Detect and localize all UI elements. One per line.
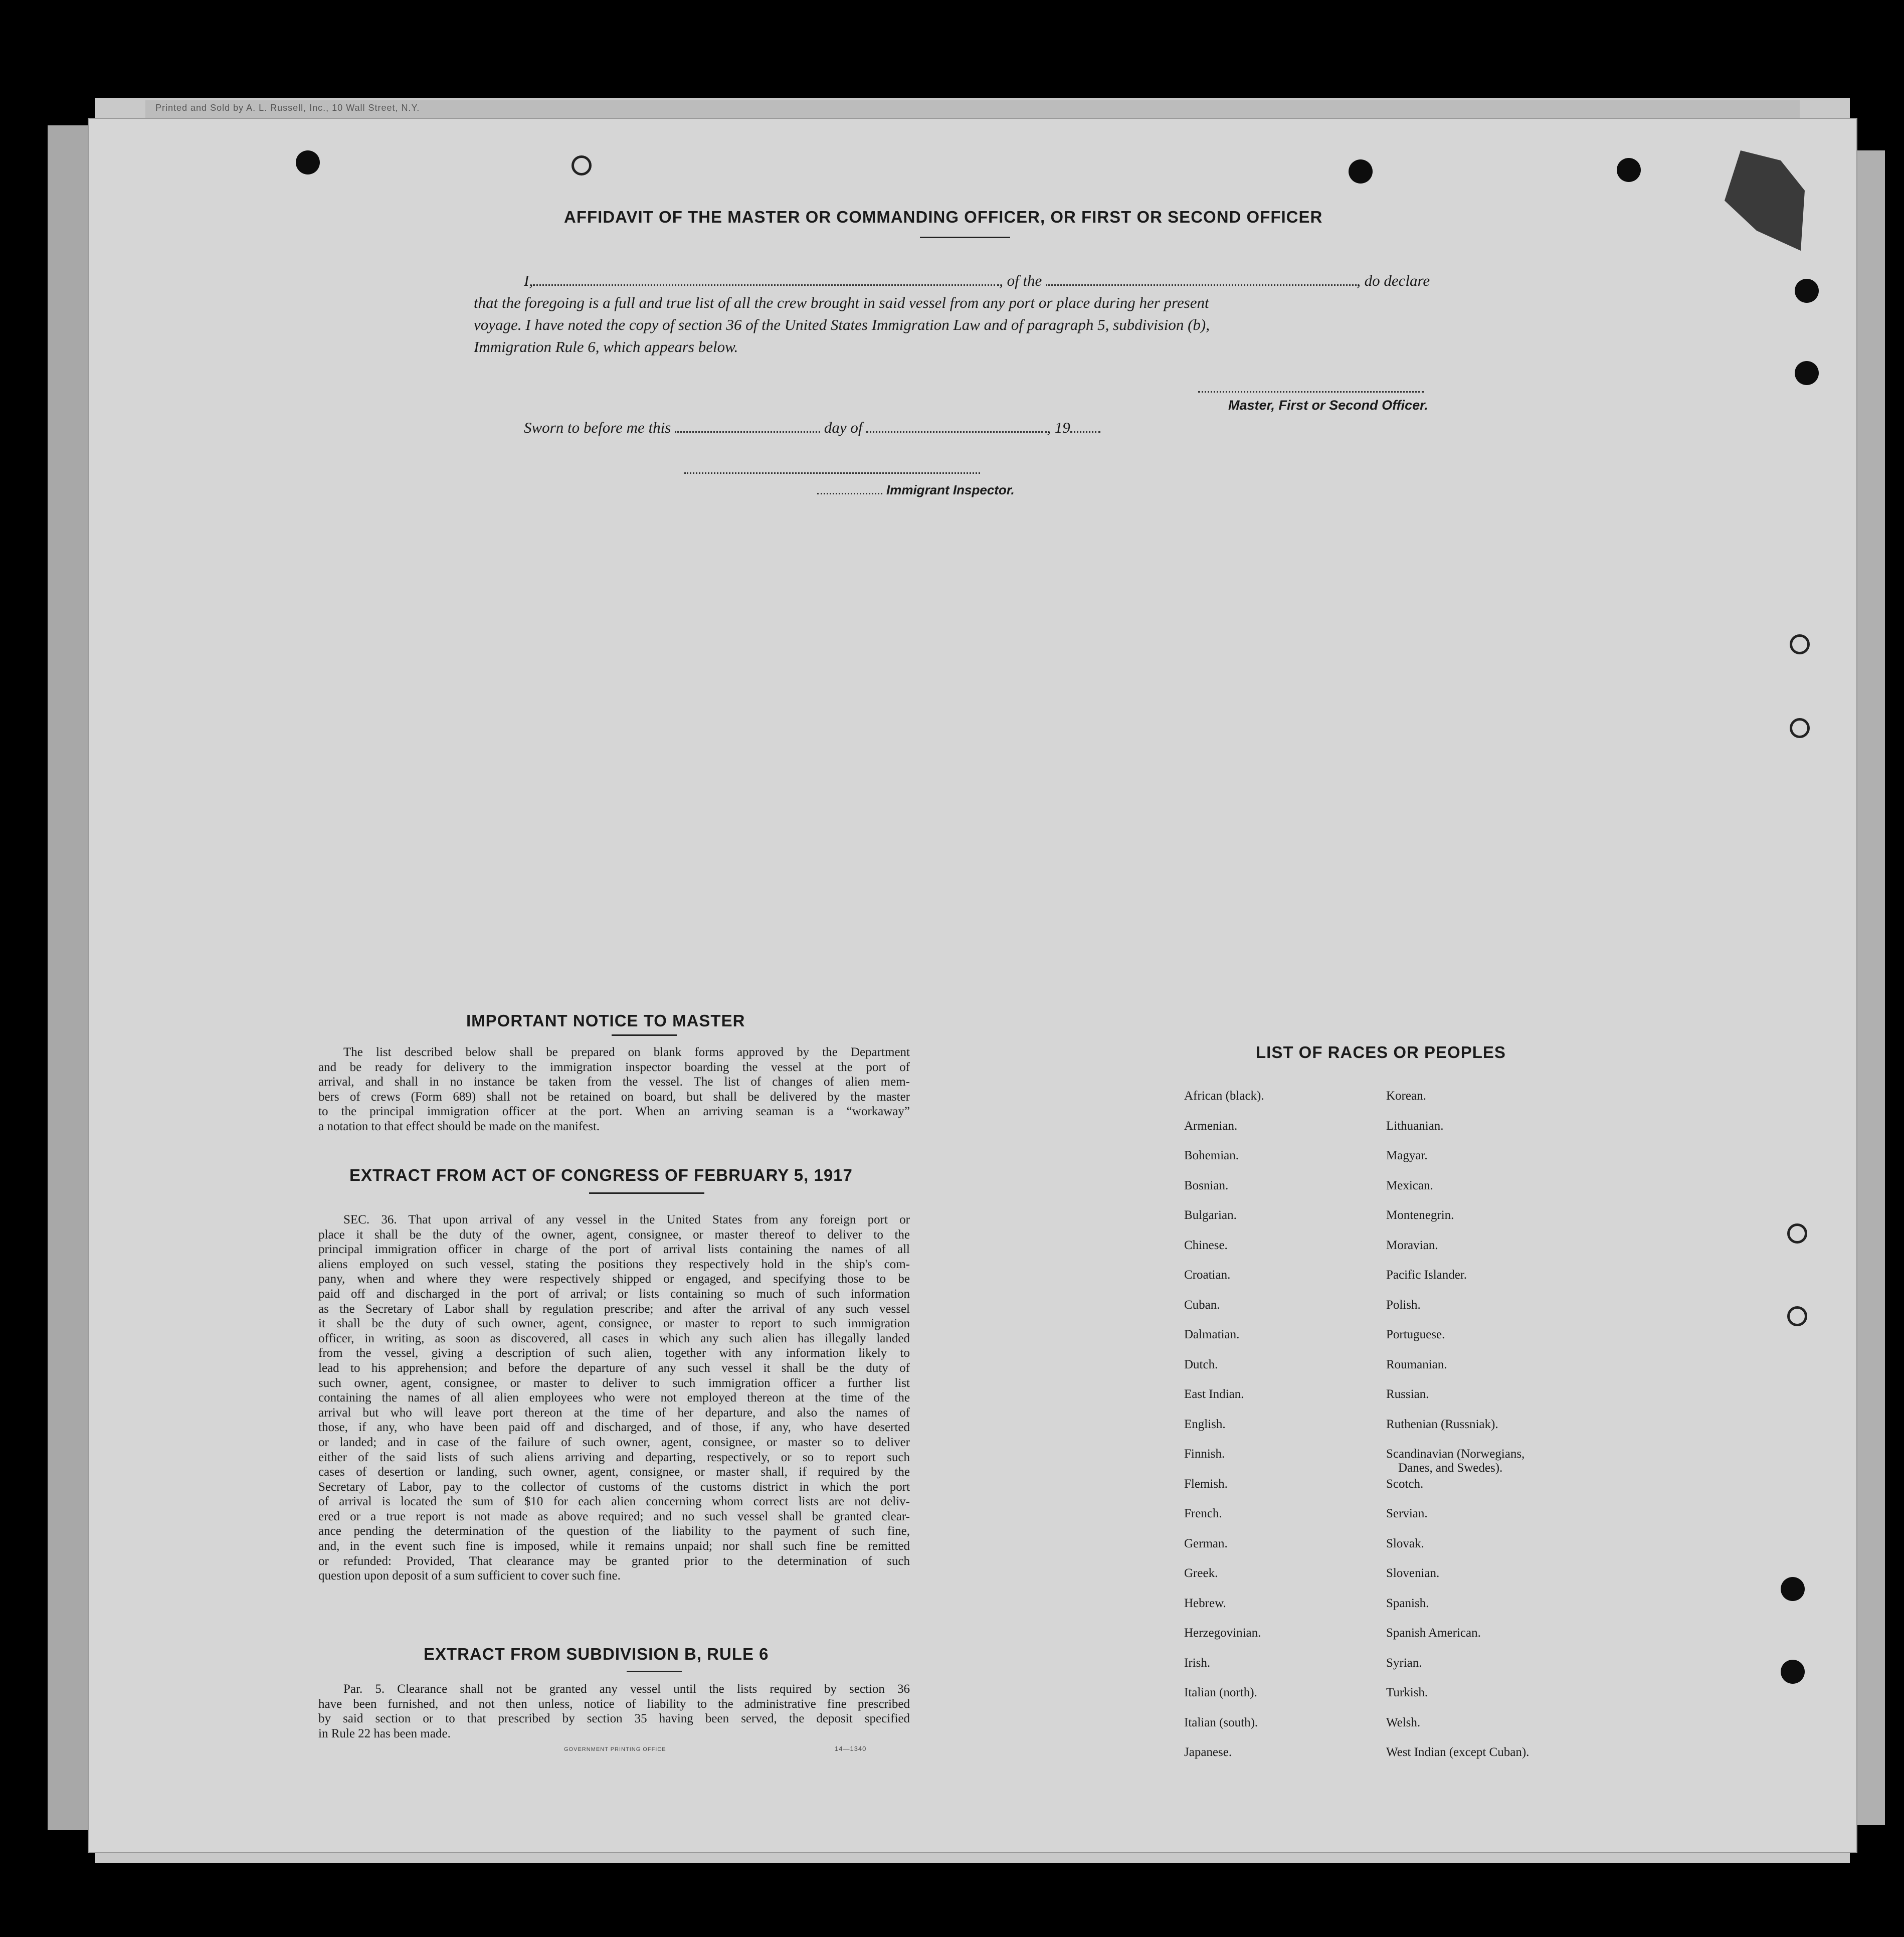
race-item: Bosnian. bbox=[1184, 1178, 1229, 1192]
vessel-blank bbox=[1046, 273, 1357, 286]
text-line: ance pending the determination of the question of the liability to the payment of such fine, bbox=[318, 1524, 910, 1538]
punch-hole bbox=[1617, 158, 1641, 182]
inspector-label: Immigrant Inspector. bbox=[817, 482, 1015, 498]
race-item: Montenegrin. bbox=[1386, 1208, 1454, 1222]
races-title: LIST OF RACES OR PEOPLES bbox=[1256, 1043, 1506, 1062]
sworn-month-blank bbox=[866, 420, 1047, 433]
text-line: Secretary of Labor, pay to the collector of customs of the customs district in which the port bbox=[318, 1480, 910, 1494]
race-item: Russian. bbox=[1386, 1387, 1429, 1401]
notice-title-rule bbox=[612, 1034, 677, 1036]
text-line: it shall be the duty of such owner, agent, consignee, or master to report to such immigration bbox=[318, 1317, 910, 1331]
race-item: German. bbox=[1184, 1536, 1228, 1550]
text-line: have been furnished, and not then unless, notice of liability to the administrative fine prescribed bbox=[318, 1697, 910, 1711]
rule-title: EXTRACT FROM SUBDIVISION B, RULE 6 bbox=[424, 1645, 769, 1663]
race-item: Portuguese. bbox=[1386, 1328, 1445, 1341]
race-item: Magyar. bbox=[1386, 1149, 1428, 1162]
affidavit-title: AFFIDAVIT OF THE MASTER OR COMMANDING OFFICER, OR FIRST OR SECOND OFFICER bbox=[564, 208, 1323, 226]
race-item: Roumanian. bbox=[1386, 1357, 1447, 1371]
punch-hole-ring bbox=[1790, 634, 1810, 654]
declaration-line-3: voyage. I have noted the copy of section 36 of the United States Immigration Law and of paragraph 5, subdivision (b), bbox=[474, 316, 1210, 333]
race-item: Mexican. bbox=[1386, 1178, 1433, 1192]
race-item: Herzegovinian. bbox=[1184, 1626, 1261, 1640]
race-item: Irish. bbox=[1184, 1656, 1211, 1670]
race-item: Polish. bbox=[1386, 1298, 1421, 1312]
printer-imprint: Printed and Sold by A. L. Russell, Inc., 10 Wall Street, N.Y. bbox=[155, 103, 420, 113]
race-item: Slovenian. bbox=[1386, 1566, 1440, 1580]
race-item: Slovak. bbox=[1386, 1536, 1424, 1550]
race-item: Chinese. bbox=[1184, 1238, 1228, 1252]
sworn-day-blank bbox=[675, 420, 820, 433]
text-line: aliens employed on such vessel, stating the positions they respectively hold in the ship's com- bbox=[318, 1257, 910, 1271]
race-item: Dalmatian. bbox=[1184, 1328, 1240, 1341]
race-item: Turkish. bbox=[1386, 1686, 1428, 1699]
punch-hole bbox=[1781, 1577, 1805, 1601]
race-item: Bohemian. bbox=[1184, 1149, 1239, 1162]
race-item: French. bbox=[1184, 1507, 1222, 1520]
declaration-line-1: I, , of the , do declare bbox=[524, 272, 1430, 289]
text-line: bers of crews (Form 689) shall not be retained on board, but shall be delivered by the master bbox=[318, 1090, 910, 1104]
text-line: to the principal immigration officer at the port. When an arriving seaman is a “workaway” bbox=[318, 1105, 910, 1119]
race-item: Pacific Islander. bbox=[1386, 1268, 1467, 1282]
declaration-line-2: that the foregoing is a full and true list of all the crew brought in said vessel from any port or place during her present bbox=[474, 294, 1209, 311]
underlying-page-right-edge bbox=[1857, 150, 1885, 1825]
punch-hole bbox=[1781, 1660, 1805, 1684]
race-item: Croatian. bbox=[1184, 1268, 1231, 1282]
text-line: or landed; and in case of the failure of such owner, agent, consignee, or master so to deliver bbox=[318, 1435, 910, 1449]
text-line: cases of desertion or landing, such owner, agent, consignee, or master shall, if required by the bbox=[318, 1465, 910, 1479]
name-blank bbox=[533, 273, 999, 286]
text-line: The list described below shall be prepared on blank forms approved by the Department bbox=[343, 1045, 910, 1059]
text-line: place it shall be the duty of the owner, agent, consignee, or master thereof to deliver to the bbox=[318, 1227, 910, 1242]
text-line: question upon deposit of a sum sufficient to cover such fine. bbox=[318, 1569, 621, 1583]
act-body bbox=[318, 1212, 910, 1583]
punch-hole bbox=[1795, 361, 1819, 385]
printing-office-imprint: GOVERNMENT PRINTING OFFICE bbox=[564, 1746, 666, 1752]
text-line: pany, when and where they were respectively shipped or engaged, and specifying those to be bbox=[318, 1272, 910, 1286]
rule-title-rule bbox=[627, 1671, 682, 1672]
notice-body bbox=[318, 1045, 910, 1134]
underlying-page-left-edge bbox=[48, 125, 88, 1830]
races-left-column bbox=[1184, 1089, 1264, 1776]
text-line: or refunded: Provided, That clearance may be granted prior to the determination of such bbox=[318, 1554, 910, 1568]
race-item: Lithuanian. bbox=[1386, 1119, 1444, 1133]
officer-signature-line bbox=[1198, 391, 1424, 393]
act-title: EXTRACT FROM ACT OF CONGRESS OF FEBRUARY 5, 1917 bbox=[349, 1166, 853, 1184]
race-item: Ruthenian (Russniak). bbox=[1386, 1417, 1498, 1431]
punch-hole bbox=[296, 150, 320, 174]
race-item: Finnish. bbox=[1184, 1447, 1225, 1461]
text-line: containing the names of all alien employees who were not employed thereon at the time of the bbox=[318, 1391, 910, 1405]
text-line: from the vessel, giving a description of such alien, together with any information likely to bbox=[318, 1346, 910, 1360]
punch-hole-ring bbox=[1790, 718, 1810, 738]
punch-hole-ring bbox=[1787, 1306, 1807, 1326]
race-item: Cuban. bbox=[1184, 1298, 1220, 1312]
race-item: Servian. bbox=[1386, 1507, 1428, 1520]
race-item: Scandinavian (Norwegians, Danes, and Swedes). bbox=[1386, 1447, 1529, 1477]
text-line: lead to his apprehension; and before the departure of any such vessel it shall be the duty of bbox=[318, 1361, 910, 1375]
text-line: principal immigration officer in charge of the port of arrival lists containing the names of all bbox=[318, 1243, 910, 1257]
title-rule bbox=[920, 237, 1010, 238]
notice-title: IMPORTANT NOTICE TO MASTER bbox=[466, 1011, 745, 1030]
text-line: arrival, and shall in no instance be taken from the vessel. The list of changes of alien mem- bbox=[318, 1075, 910, 1089]
punch-hole bbox=[1349, 159, 1373, 184]
text-line: in Rule 22 has been made. bbox=[318, 1726, 451, 1740]
punch-hole-ring bbox=[572, 155, 592, 175]
text-line: such owner, agent, consignee, or master to deliver to such immigration officer a further list bbox=[318, 1376, 910, 1390]
text-line: SEC. 36. That upon arrival of any vessel in the United States from any foreign port or bbox=[343, 1213, 910, 1226]
sworn-year-blank bbox=[1070, 420, 1100, 433]
officer-signature-label: Master, First or Second Officer. bbox=[1228, 398, 1428, 413]
text-line: arrival but who will leave port thereon at the time of her departure, and also the names of bbox=[318, 1405, 910, 1420]
race-item: Spanish American. bbox=[1386, 1626, 1481, 1640]
text-line: those, if any, who have been paid off and discharged, and of those, if any, who have deserted bbox=[318, 1421, 910, 1435]
sworn-line: Sworn to before me this day of , 19 bbox=[524, 419, 1100, 437]
race-item: West Indian (except Cuban). bbox=[1386, 1745, 1530, 1759]
race-item: Flemish. bbox=[1184, 1477, 1228, 1491]
inspector-signature-line bbox=[684, 472, 980, 474]
races-right-column bbox=[1386, 1089, 1529, 1776]
race-item: Armenian. bbox=[1184, 1119, 1238, 1133]
text-line: by said section or to that prescribed by section 35 having been served, the deposit specified bbox=[318, 1712, 910, 1726]
rule-body bbox=[318, 1682, 910, 1741]
form-number: 14—1340 bbox=[835, 1745, 867, 1752]
race-item: Scotch. bbox=[1386, 1477, 1424, 1491]
text-line: paid off and discharged in the port of arrival; or lists containing so much of such information bbox=[318, 1287, 910, 1301]
text-line: ered or a true report is not made as above required; and no such vessel shall be granted clear- bbox=[318, 1509, 910, 1523]
text-line: and be ready for delivery to the immigration inspector boarding the vessel at the port of bbox=[318, 1060, 910, 1074]
race-item: Dutch. bbox=[1184, 1357, 1218, 1371]
punch-hole-ring bbox=[1787, 1223, 1807, 1244]
punch-hole bbox=[1795, 279, 1819, 303]
race-item: Japanese. bbox=[1184, 1745, 1232, 1759]
act-title-rule bbox=[589, 1192, 704, 1194]
race-item: English. bbox=[1184, 1417, 1226, 1431]
race-item: Moravian. bbox=[1386, 1238, 1438, 1252]
text-line: as the Secretary of Labor shall by regulation prescribe; and after the arrival of any such vessel bbox=[318, 1302, 910, 1316]
race-item: Bulgarian. bbox=[1184, 1208, 1237, 1222]
race-item: Welsh. bbox=[1386, 1715, 1421, 1729]
text-line: Par. 5. Clearance shall not be granted any vessel until the lists required by section 36 bbox=[343, 1682, 910, 1696]
race-item: Spanish. bbox=[1386, 1596, 1429, 1610]
race-item: Korean. bbox=[1386, 1089, 1426, 1103]
form-page bbox=[88, 118, 1857, 1853]
affidavit-declaration bbox=[474, 270, 1456, 358]
text-line: of arrival is located the sum of $10 for each alien concerning whom correct lists are not deliv- bbox=[318, 1495, 910, 1509]
text-line: and, in the event such fine is imposed, while it remains unpaid; nor shall such fine be remitted bbox=[318, 1539, 910, 1553]
text-line: either of the said lists of such aliens arriving and departing, respectively, or so to report such bbox=[318, 1450, 910, 1464]
text-line: officer, in writing, as soon as discovered, all cases in which any such alien has illegally landed bbox=[318, 1331, 910, 1345]
race-item: African (black). bbox=[1184, 1089, 1264, 1103]
race-item: Syrian. bbox=[1386, 1656, 1422, 1670]
text-line: a notation to that effect should be made on the manifest. bbox=[318, 1119, 600, 1133]
race-item: Greek. bbox=[1184, 1566, 1218, 1580]
race-item: East Indian. bbox=[1184, 1387, 1244, 1401]
race-item: Hebrew. bbox=[1184, 1596, 1226, 1610]
declaration-line-4: Immigration Rule 6, which appears below. bbox=[474, 338, 738, 356]
race-item: Italian (south). bbox=[1184, 1715, 1258, 1729]
race-item-continuation: Danes, and Swedes). bbox=[1398, 1461, 1503, 1475]
race-item: Italian (north). bbox=[1184, 1686, 1257, 1699]
